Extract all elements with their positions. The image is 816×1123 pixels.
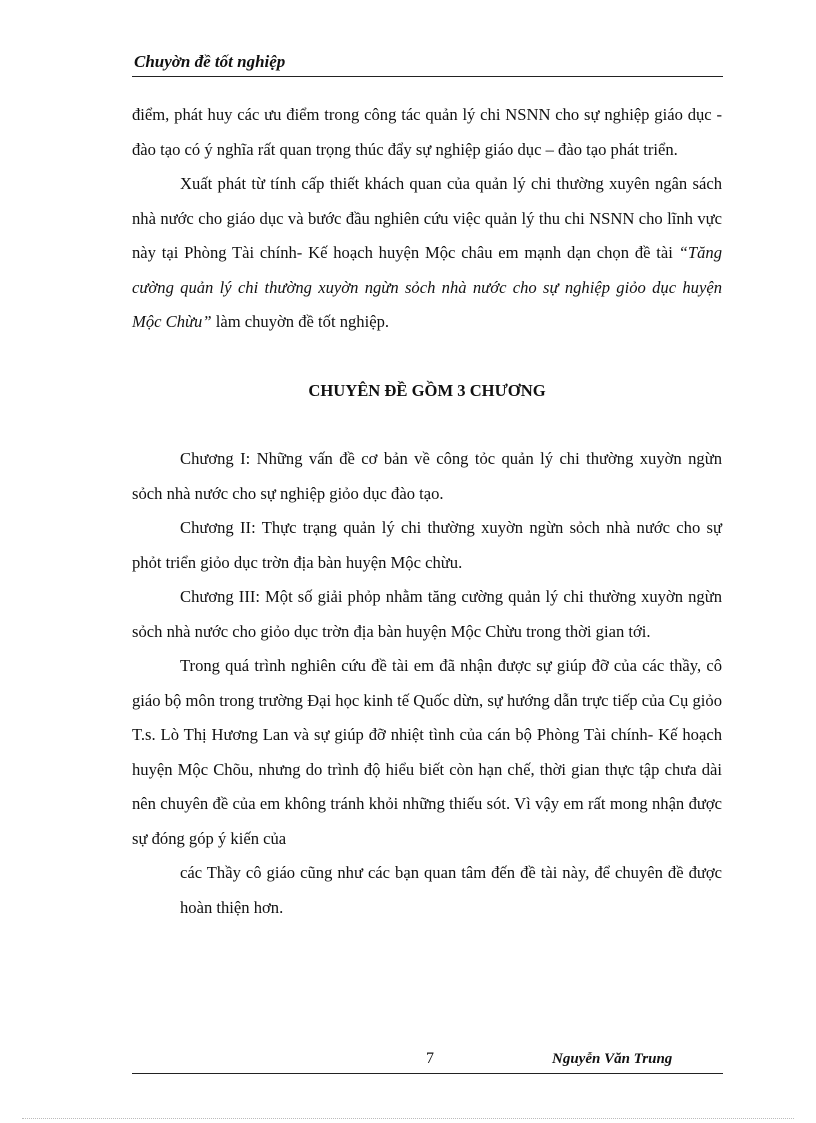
- paragraph-topic-selection: [132, 167, 722, 340]
- acknowledgement-paragraph: Trong quá trình nghiên cứu đề tài em đã nhận được sự giúp đỡ của các thầy, cô giáo bộ môn trong trường Đại học kinh tế Quốc dừn, sự hướng dẫn trực tiếp của Cụ giỏo T.s. Lò Thị Hương Lan và sự giúp đỡ nhiệt tình của cán bộ Phòng Tài chính- Kế hoạch huyện Mộc Chõu, nhưng do trình độ hiểu biết còn hạn chế, thời gian thực tập chưa dài nên chuyên đề của em không tránh khỏi những thiếu sót. Vì vậy em rất mong nhận được sự đóng góp ý kiến của: [132, 656, 722, 848]
- running-header-title: Chuyờn đề tốt nghiệp: [134, 52, 286, 71]
- chapter-3-summary: Chương III: Một số giải phỏp nhằm tăng cường quản lý chi thường xuyờn ngừn sỏch nhà nước cho giỏo dục trờn địa bàn huyện Mộc Chừu trong thời gian tới.: [132, 587, 722, 641]
- page-number: 7: [426, 1050, 434, 1067]
- footer-author: Nguyễn Văn Trung: [552, 1051, 673, 1067]
- closing-paragraph: các Thầy cô giáo cũng như các bạn quan tâm đến đề tài này, để chuyên đề được hoàn thiện hơn.: [180, 863, 722, 917]
- paragraph-text: làm chuyờn đề tốt nghiệp.: [211, 312, 390, 331]
- footer-divider: [132, 1073, 723, 1074]
- document-body: [132, 98, 722, 925]
- paragraph-continuation: điểm, phát huy các ưu điểm trong công tác quản lý chi NSNN cho sự nghiệp giáo dục - đào tạo có ý nghĩa rất quan trọng thúc đẩy sự nghiệp giáo dục – đào tạo phát triển.: [132, 105, 722, 159]
- section-heading: CHUYÊN ĐỀ GỒM 3 CHƯƠNG: [308, 380, 546, 400]
- header-divider: [132, 76, 723, 77]
- chapter-2-summary: Chương II: Thực trạng quản lý chi thường xuyờn ngừn sỏch nhà nước cho sự phỏt triển giỏo dục trờn địa bàn huyện Mộc chừu.: [132, 518, 722, 572]
- page-edge-line: [22, 1118, 794, 1119]
- chapter-1-summary: Chương I: Những vấn đề cơ bản về công tỏc quản lý chi thường xuyờn ngừn sỏch nhà nước cho sự nghiệp giỏo dục đào tạo.: [132, 449, 722, 503]
- thesis-title: “Tăng cường quản lý chi thường xuyờn ngừn sỏch nhà nước cho sự nghiệp giỏo dục huyện Mộc Chừu”: [132, 243, 722, 331]
- paragraph-text: Xuất phát từ tính cấp thiết khách quan của quản lý chi thường xuyên ngân sách nhà nước cho giáo dục và bước đầu nghiên cứu việc quản lý thu chi NSNN cho lĩnh vực này tại Phòng Tài chính- Kế hoạch huyện Mộc châu em mạnh dạn chọn đề tài: [132, 174, 722, 262]
